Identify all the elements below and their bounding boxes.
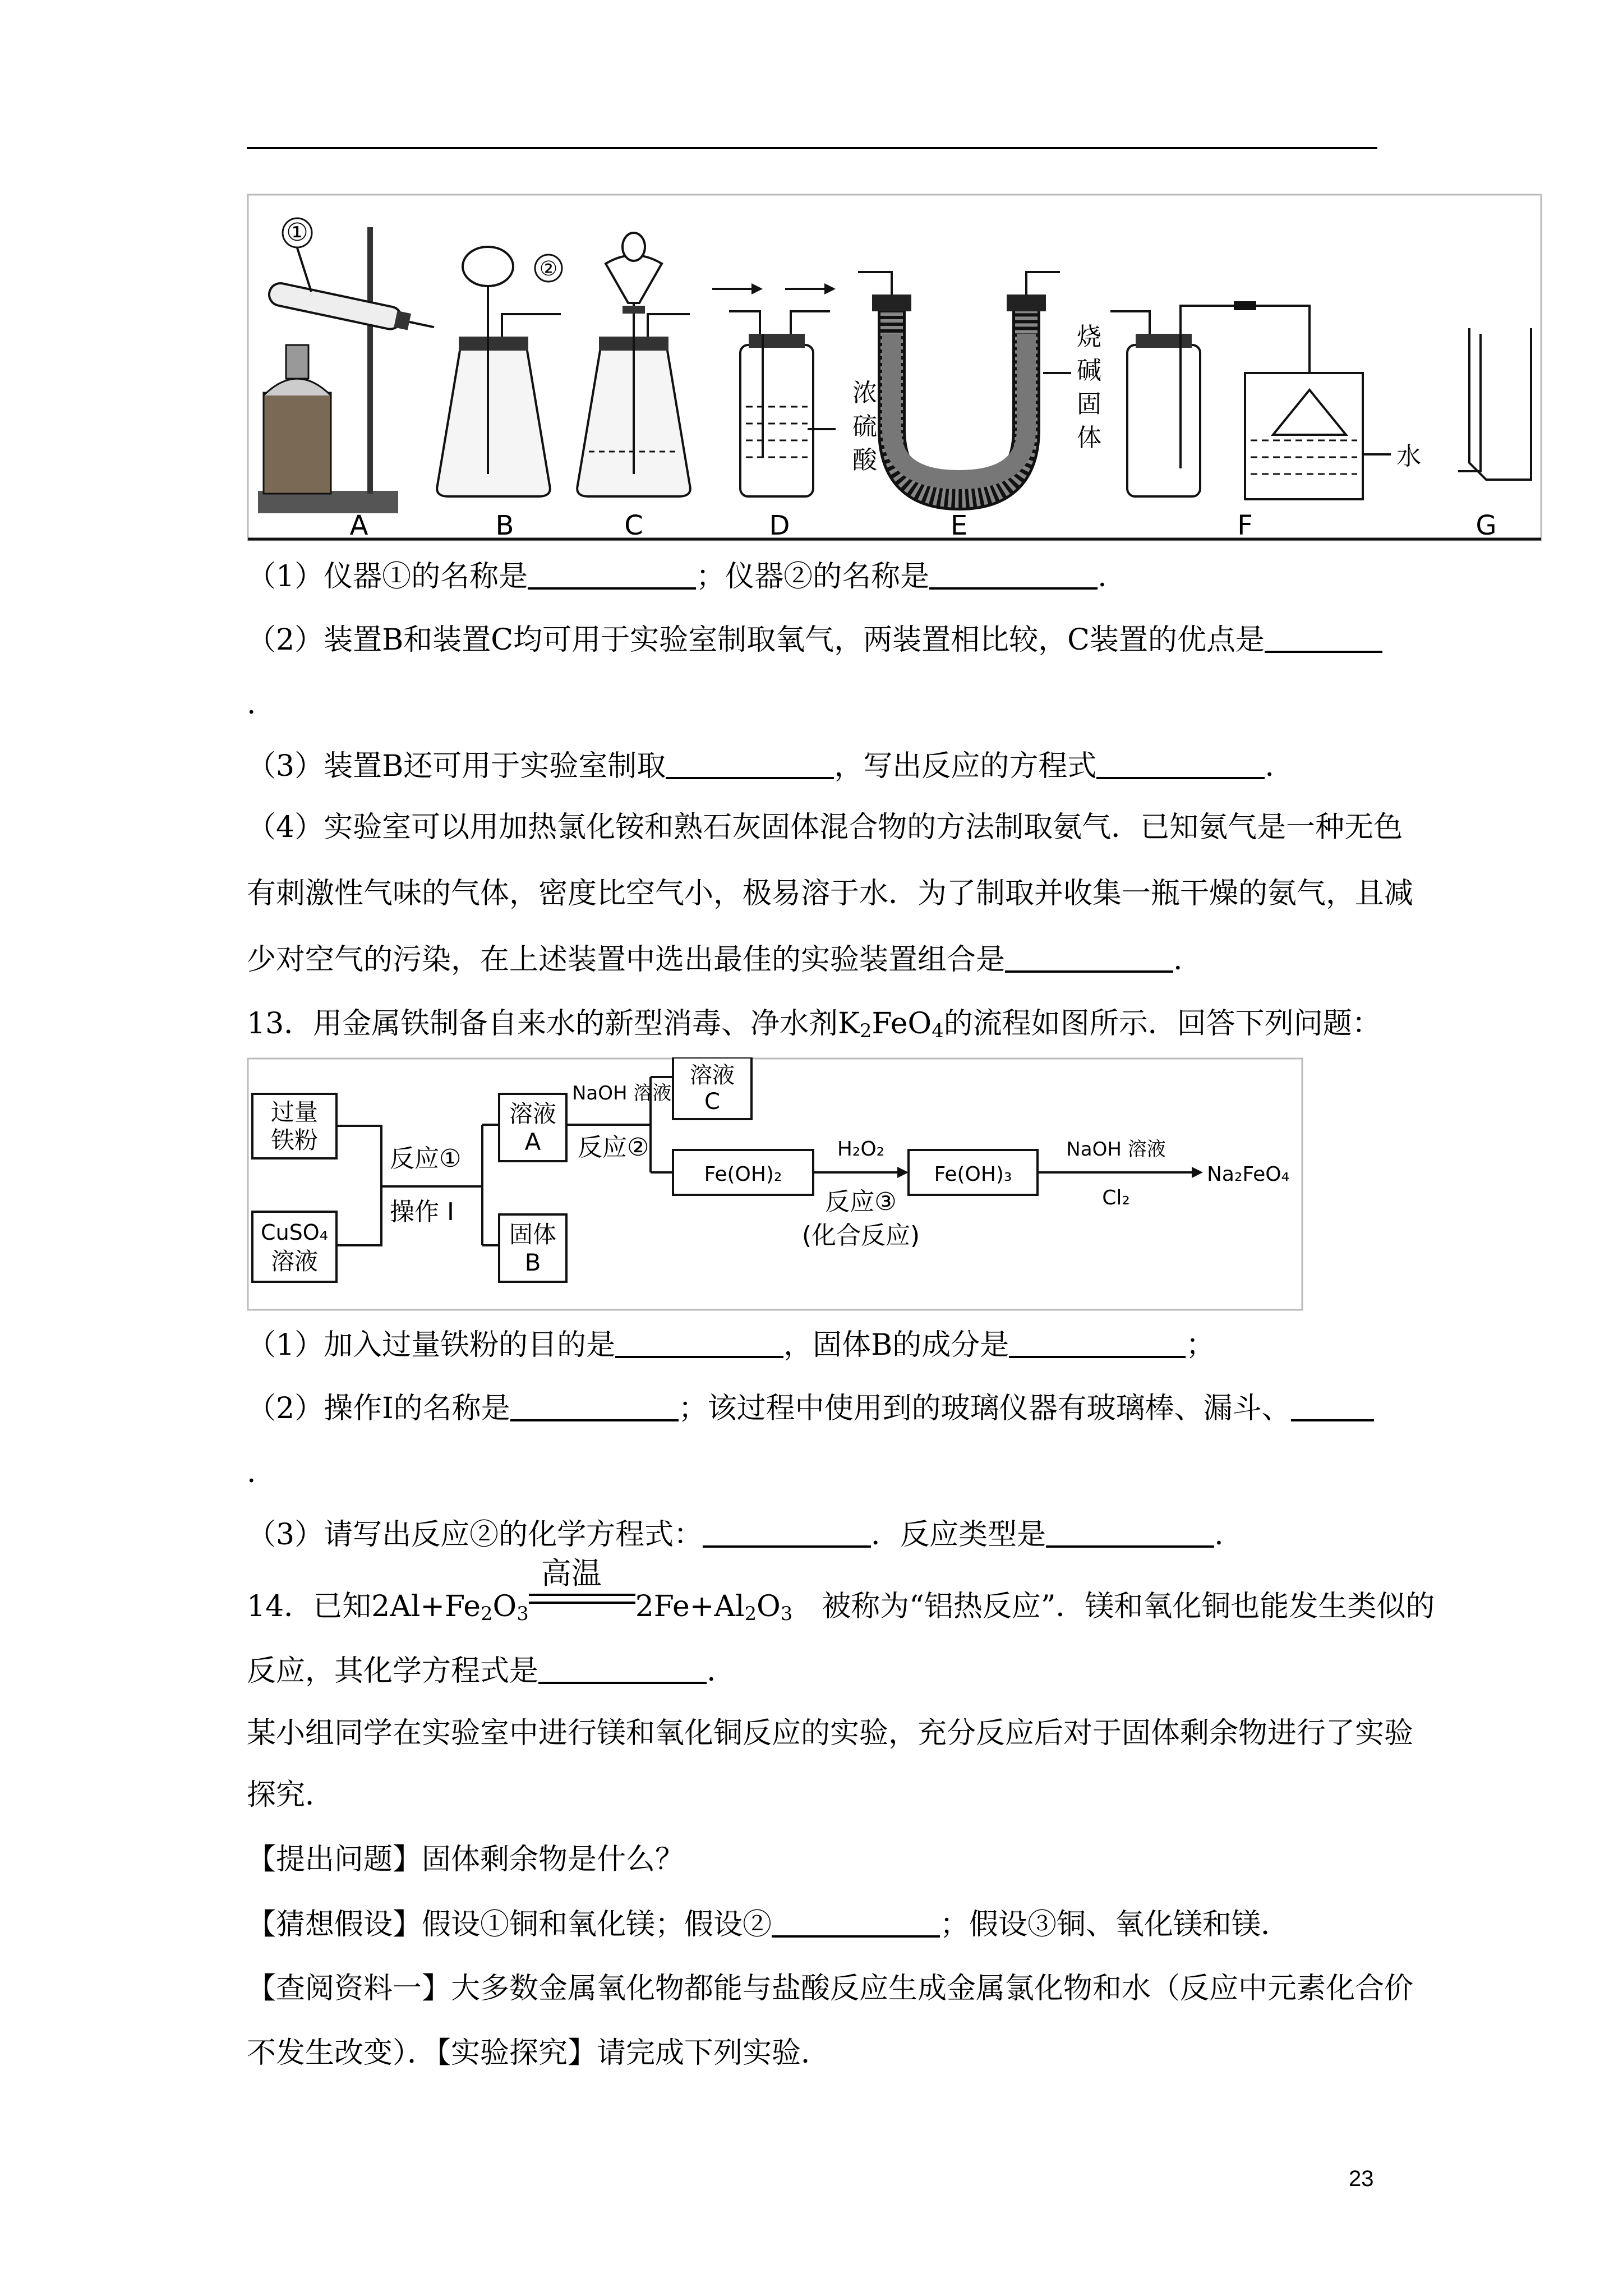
page-number: 23 (1349, 2166, 1374, 2191)
condition-equals (529, 1556, 635, 1619)
q12-part2-end: . (247, 687, 256, 721)
answer-blank[interactable] (528, 559, 696, 590)
circle-1-text: ① (286, 218, 308, 247)
q14-equation-line: 14．已知$2Al+Fe_2O_3$ 高温 $2Fe+Al_2O_3$ 被称为“铝热反应”．镁和氧化铜也能发生类似的 (247, 1556, 1435, 1625)
cuso4-line1: CuSO₄ (261, 1220, 328, 1245)
iron-line1: 过量 (270, 1098, 319, 1126)
combination-label: (化合反应) (801, 1221, 920, 1250)
q13-part2: （2）操作I的名称是 ；该过程中使用到的玻璃仪器有玻璃棒、漏斗、 (247, 1391, 1374, 1425)
label-b: B (495, 510, 514, 541)
cl2-label: Cl₂ (1102, 1186, 1130, 1209)
answer-blank[interactable] (1096, 749, 1265, 779)
answer-blank[interactable] (1005, 942, 1173, 973)
answer-blank[interactable] (1291, 1391, 1374, 1421)
q13-part2-end: . (247, 1456, 256, 1489)
solA-line2: A (524, 1128, 541, 1156)
naoh1-label: NaOH 溶液 (572, 1082, 672, 1105)
base-label-1: 烧 (1077, 323, 1101, 351)
q13-title: 13．用金属铁制备自来水的新型消毒、净水剂$K_2FeO_4$的流程如图所示．回答下列问题： (247, 1007, 1381, 1042)
q14-line5: 【提出问题】固体剩余物是什么？ (247, 1843, 685, 1876)
q13-part1: （1）加入过量铁粉的目的是 ，固体B的成分是 ； (247, 1328, 1215, 1362)
reaction3-label: 反应③ (825, 1188, 897, 1216)
feoh2-label: Fe(OH)₂ (704, 1163, 782, 1186)
base-label-3: 固 (1077, 390, 1101, 418)
apparatus-figure (247, 194, 1542, 541)
acid-label-3: 酸 (852, 446, 877, 475)
answer-blank[interactable] (510, 1391, 679, 1421)
h2o2-label: H₂O₂ (837, 1138, 885, 1161)
q14-line8: 不发生改变）．【实验探究】请完成下列实验． (247, 2036, 831, 2070)
answer-blank[interactable] (772, 1907, 940, 1938)
condition-text: 高温 (541, 1556, 602, 1591)
operation1-label: 操作 I (390, 1198, 454, 1226)
label-d: D (769, 510, 790, 541)
q14-line2: 反应，其化学方程式是 . (247, 1654, 716, 1688)
q13-part3: （3）请写出反应②的化学方程式： ．反应类型是 . (247, 1518, 1224, 1552)
product-label: Na₂FeO₄ (1207, 1163, 1290, 1186)
base-label-2: 碱 (1077, 356, 1101, 385)
circle-2-text: ② (539, 257, 558, 280)
label-c: C (624, 510, 643, 541)
q14-line4: 探究． (247, 1778, 335, 1812)
q14-line6: 【猜想假设】假设①铜和氧化镁；假设② ；假设③铜、氧化镁和镁． (247, 1908, 1290, 1941)
solidB-line1: 固体 (509, 1221, 557, 1248)
solC-line2: C (704, 1089, 720, 1115)
iron-line2: 铁粉 (270, 1126, 319, 1154)
reaction2-label: 反应② (578, 1133, 649, 1162)
q12-part4-line1: （4）实验室可以用加热氯化铵和熟石灰固体混合物的方法制取氨气．已知氨气是一种无色 (247, 811, 1403, 844)
answer-blank[interactable] (666, 749, 834, 779)
acid-label-1: 浓 (852, 379, 877, 407)
answer-blank[interactable] (1265, 623, 1382, 653)
q12-part3: （3）装置B还可用于实验室制取 ，写出反应的方程式 . (247, 749, 1274, 783)
answer-blank[interactable] (1046, 1517, 1214, 1548)
base-label-4: 体 (1077, 424, 1101, 452)
feoh3-label: Fe(OH)₃ (934, 1163, 1012, 1186)
label-f: F (1237, 510, 1253, 541)
solC-line1: 溶液 (690, 1062, 735, 1088)
q12-part1: （1）仪器①的名称是 ；仪器②的名称是 . (247, 560, 1107, 593)
label-e: E (950, 510, 968, 541)
header-rule (247, 147, 1377, 149)
q14-line3: 某小组同学在实验室中进行镁和氧化铜反应的实验，充分反应后对于固体剩余物进行了实验 (247, 1717, 1414, 1750)
acid-label-2: 硫 (852, 412, 877, 441)
solA-line1: 溶液 (509, 1100, 557, 1128)
naoh2-label: NaOH 溶液 (1066, 1138, 1166, 1161)
answer-blank[interactable] (615, 1328, 783, 1358)
label-g: G (1476, 510, 1497, 541)
answer-blank[interactable] (1009, 1328, 1186, 1358)
q12-part4-line3: 少对空气的污染，在上述装置中选出最佳的实验装置组合是 . (247, 943, 1183, 977)
cuso4-line2: 溶液 (270, 1248, 319, 1275)
flow-chart (247, 1057, 1312, 1315)
q14-line7: 【查阅资料一】大多数金属氧化物都能与盐酸反应生成金属氯化物和水（反应中元素化合价 (247, 1972, 1414, 2005)
answer-blank[interactable] (538, 1654, 707, 1684)
label-a: A (349, 510, 368, 541)
water-label: 水 (1396, 442, 1421, 471)
answer-blank[interactable] (929, 559, 1098, 590)
q12-part2: （2）装置B和装置C均可用于实验室制取氧气，两装置相比较，C装置的优点是 (247, 623, 1382, 657)
reaction1-label: 反应① (390, 1144, 462, 1173)
solidB-line2: B (524, 1249, 541, 1276)
answer-blank[interactable] (703, 1517, 871, 1548)
apparatus-g (1458, 328, 1531, 480)
q12-part4-line2: 有刺激性气味的气体，密度比空气小，极易溶于水．为了制取并收集一瓶干燥的氨气，且减 (247, 877, 1414, 910)
